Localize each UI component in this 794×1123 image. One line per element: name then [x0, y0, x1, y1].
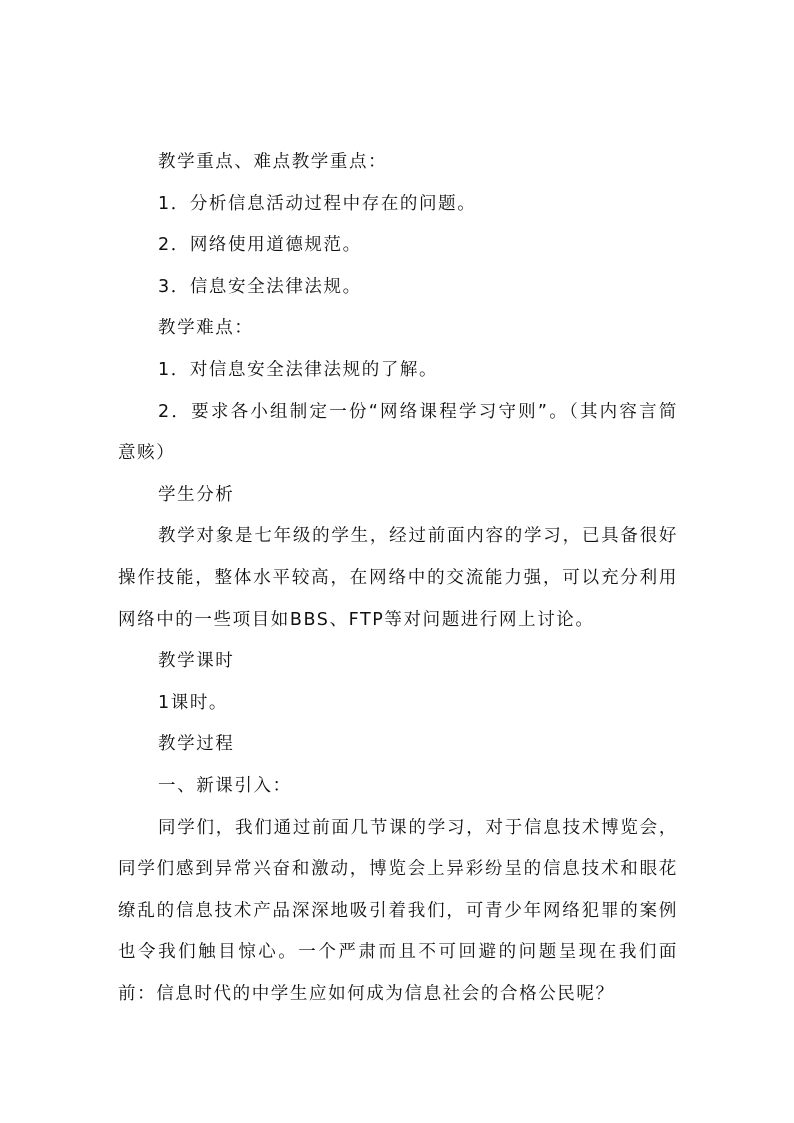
key-point-item-1: 1．分析信息活动过程中存在的问题。 [158, 193, 477, 214]
section-heading-class-hours: 教学课时 [158, 651, 235, 672]
document-body [118, 142, 678, 1015]
section-heading-student-analysis: 学生分析 [158, 484, 235, 505]
key-point-item-3: 3．信息安全法律法规。 [158, 276, 362, 297]
section-heading-teaching-process: 教学过程 [158, 734, 235, 755]
section-heading-key-points: 教学重点、难点教学重点： [158, 152, 388, 172]
difficulty-item-1: 1．对信息安全法律法规的了解。 [158, 359, 439, 380]
introduction-paragraph: 同学们，我们通过前面几节课的学习，对于信息技术博览会，同学们感到异常兴奋和激动，博览会上异彩纷呈的信息技术和眼花缭乱的信息技术产品深深地吸引着我们，可青少年网络犯罪的案例也令我们触目惊心。一个严肃而且不可回避的问题呈现在我们面前：信息时代的中学生应如何成为信息社会的合格公民呢？ [118, 817, 678, 1004]
class-hours-value: 1课时。 [158, 692, 229, 713]
subheading-introduction: 一、新课引入： [158, 775, 292, 796]
student-analysis-paragraph: 教学对象是七年级的学生，经过前面内容的学习，已具备很好操作技能，整体水平较高，在网络中的交流能力强，可以充分利用网络中的一些项目如BBS、FTP等对问题进行网上讨论。 [118, 526, 678, 630]
key-point-item-2: 2．网络使用道德规范。 [158, 235, 362, 256]
difficulty-item-2: 2．要求各小组制定一份“网络课程学习守则”。（其内容言简意赅） [118, 401, 678, 464]
section-heading-difficulties: 教学难点： [158, 318, 254, 339]
